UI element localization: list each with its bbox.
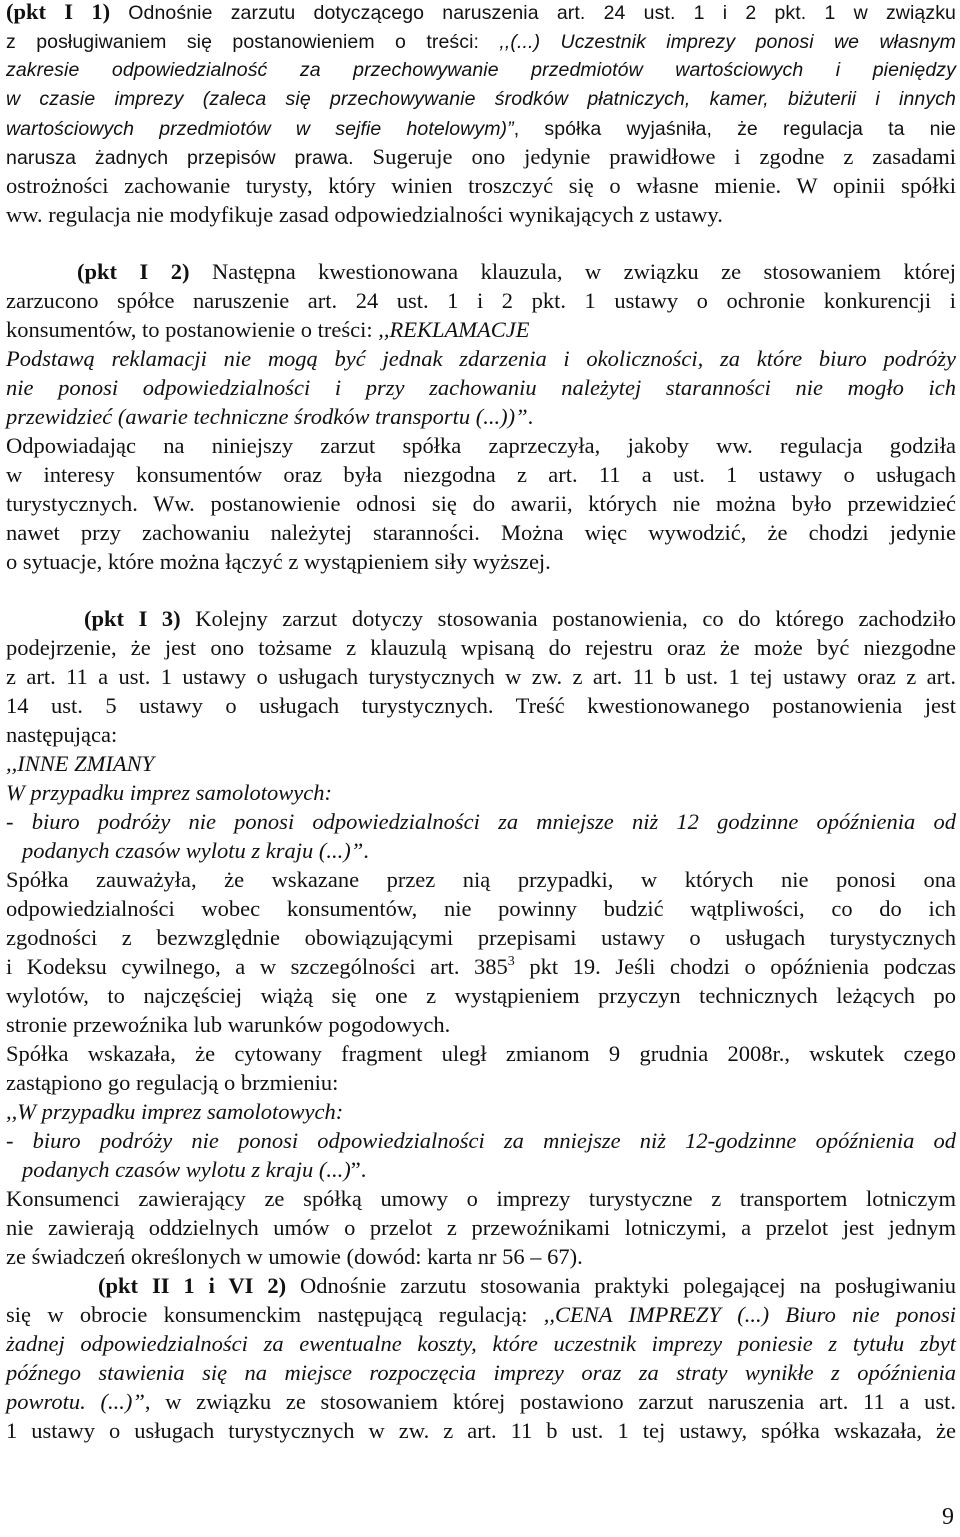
- text-line: ostrożności zachowanie turysty, który winien troszczyć się o własne mienie. W opinii spółki: [6, 173, 956, 198]
- text-line: - biuro podróży nie ponosi odpowiedzialności za mniejsze niż 12 godzinne opóźnienia od: [6, 809, 956, 834]
- text-line: ww. regulacja nie modyfikuje zasad odpowiedzialności wynikających z ustawy.: [6, 202, 723, 227]
- text-line: ze świadczeń określonych w umowie (dowód: karta nr 56 – 67).: [6, 1244, 583, 1269]
- text-line: (pkt I 2) Następna kwestionowana klauzula, w związku ze stosowaniem której: [77, 259, 957, 284]
- text-line: wylotów, to najczęściej wiążą się one z wystąpieniem przyczyn technicznych leżących po: [6, 983, 956, 1008]
- text-line: 1 ustawy o usługach turystycznych w zw. z art. 11 b ust. 1 tej ustawy, spółka wskazała, że: [6, 1418, 956, 1443]
- text-line: W przypadku imprez samolotowych:: [6, 780, 332, 805]
- text-line: Odpowiadając na niniejszy zarzut spółka zaprzeczyła, jakoby ww. regulacja godziła: [6, 433, 956, 458]
- text-line: 14 ust. 5 ustawy o usługach turystycznych. Treść kwestionowanego postanowienia jest: [6, 693, 956, 718]
- text-line: Spółka wskazała, że cytowany fragment uległ zmianom 9 grudnia 2008r., wskutek czego: [6, 1041, 956, 1066]
- text-line: w interesy konsumentów oraz była niezgodna z art. 11 a ust. 1 ustawy o usługach: [6, 462, 956, 487]
- text-line: w czasie imprezy (zaleca się przechowywanie środków płatniczych, kamer, biżuterii i innych: [6, 88, 956, 110]
- text-line: zastąpiono go regulacją o brzmieniu:: [6, 1070, 339, 1095]
- text-line: i Kodeksu cywilnego, a w szczególności art. $385^3$ pkt 19. Jeśli chodzi o opóźnienia podczas: [6, 954, 956, 979]
- text-line: (pkt II 1 i VI 2) Odnośnie zarzutu stosowania praktyki polegającej na posługiwaniu: [98, 1273, 956, 1298]
- text-line: (pkt I 1) Odnośnie zarzutu dotyczącego naruszenia art. 24 ust. 1 i 2 pkt. 1 w związku: [6, 0, 957, 24]
- text-line: odpowiedzialności wobec konsumentów, nie powinny budzić wątpliwości, co do ich: [6, 896, 956, 921]
- text-line: Konsumenci zawierający ze spółką umowy o imprezy turystyczne z transportem lotniczym: [6, 1186, 956, 1211]
- text-line: konsumentów, to postanowienie o treści: ,,REKLAMACJE: [6, 317, 530, 342]
- page-number: 9: [942, 1504, 954, 1530]
- text-line: o sytuacje, które można łączyć z wystąpieniem siły wyższej.: [6, 549, 551, 574]
- text-line: nie ponosi odpowiedzialności i przy zachowaniu należytej staranności nie mogło ich: [6, 375, 956, 400]
- text-line: nawet przy zachowaniu należytej staranności. Można więc wywodzić, że chodzi jedynie: [6, 520, 956, 545]
- text-line: następująca:: [6, 722, 118, 747]
- text-line: zgodności z bezwzględnie obowiązującymi przepisami ustawy o usługach turystycznych: [6, 925, 956, 950]
- text-line: podejrzenie, że jest ono tożsame z klauzulą wpisaną do rejestru oraz że może być niezgodne: [6, 635, 956, 660]
- superscript: 3: [507, 954, 515, 969]
- text-line: Spółka zauważyła, że wskazane przez nią przypadki, w których nie ponosi ona: [6, 867, 956, 892]
- text-line: z art. 11 a ust. 1 ustawy o usługach turystycznych w zw. z art. 11 b ust. 1 tej ustawy oraz z art.: [6, 664, 956, 689]
- text-line: nie zawierają oddzielnych umów o przelot z przewoźnikami lotniczymi, a przelot jest jednym: [6, 1215, 956, 1240]
- text-line: późnego stawienia się na miejsce rozpoczęcia imprezy oraz za straty wynikłe z opóźnienia: [6, 1360, 956, 1385]
- text-line: ,,INNE ZMIANY: [6, 751, 155, 776]
- text-line: się w obrocie konsumenckim następującą regulacją: ,,CENA IMPREZY (...) Biuro nie ponosi: [6, 1302, 956, 1327]
- text-line: podanych czasów wylotu z kraju (...)”.: [22, 1157, 367, 1182]
- text-line: żadnej odpowiedzialności za ewentualne koszty, które uczestnik imprezy poniesie z tytułu zbyt: [6, 1331, 956, 1356]
- text-line: stronie przewoźnika lub warunków pogodowych.: [6, 1012, 451, 1037]
- text-line: wartościowych przedmiotów w sejfie hotelowym)”, spółka wyjaśniła, że regulacja ta nie: [6, 118, 956, 140]
- text-line: turystycznych. Ww. postanowienie odnosi się do awarii, których nie można było przewidzieć: [6, 491, 956, 516]
- text-line: podanych czasów wylotu z kraju (...)”.: [22, 838, 369, 863]
- text-line: przewidzieć (awarie techniczne środków transportu (...))”.: [6, 404, 534, 429]
- text-line: (pkt I 3) Kolejny zarzut dotyczy stosowania postanowienia, co do którego zachodziło: [84, 606, 956, 631]
- text-line: - biuro podróży nie ponosi odpowiedzialności za mniejsze niż 12-godzinne opóźnienia od: [6, 1128, 956, 1153]
- text-line: z posługiwaniem się postanowieniem o treści: ,,(...) Uczestnik imprezy ponosi we własnym: [6, 31, 956, 53]
- text-line: ,,W przypadku imprez samolotowych:: [6, 1099, 344, 1124]
- text-line: zarzucono spółce naruszenie art. 24 ust. 1 i 2 pkt. 1 ustawy o ochronie konkurencji i: [6, 288, 956, 313]
- text-line: zakresie odpowiedzialność za przechowywanie przedmiotów wartościowych i pieniędzy: [6, 59, 956, 81]
- text-line: narusza żadnych przepisów prawa. Sugeruje ono jedynie prawidłowe i zgodne z zasadami: [6, 144, 957, 169]
- text-line: Podstawą reklamacji nie mogą być jednak zdarzenia i okoliczności, za które biuro podróży: [6, 346, 956, 371]
- text-line: powrotu. (...)”, w związku ze stosowaniem której postawiono zarzut naruszenia art. 11 a ust.: [6, 1389, 956, 1414]
